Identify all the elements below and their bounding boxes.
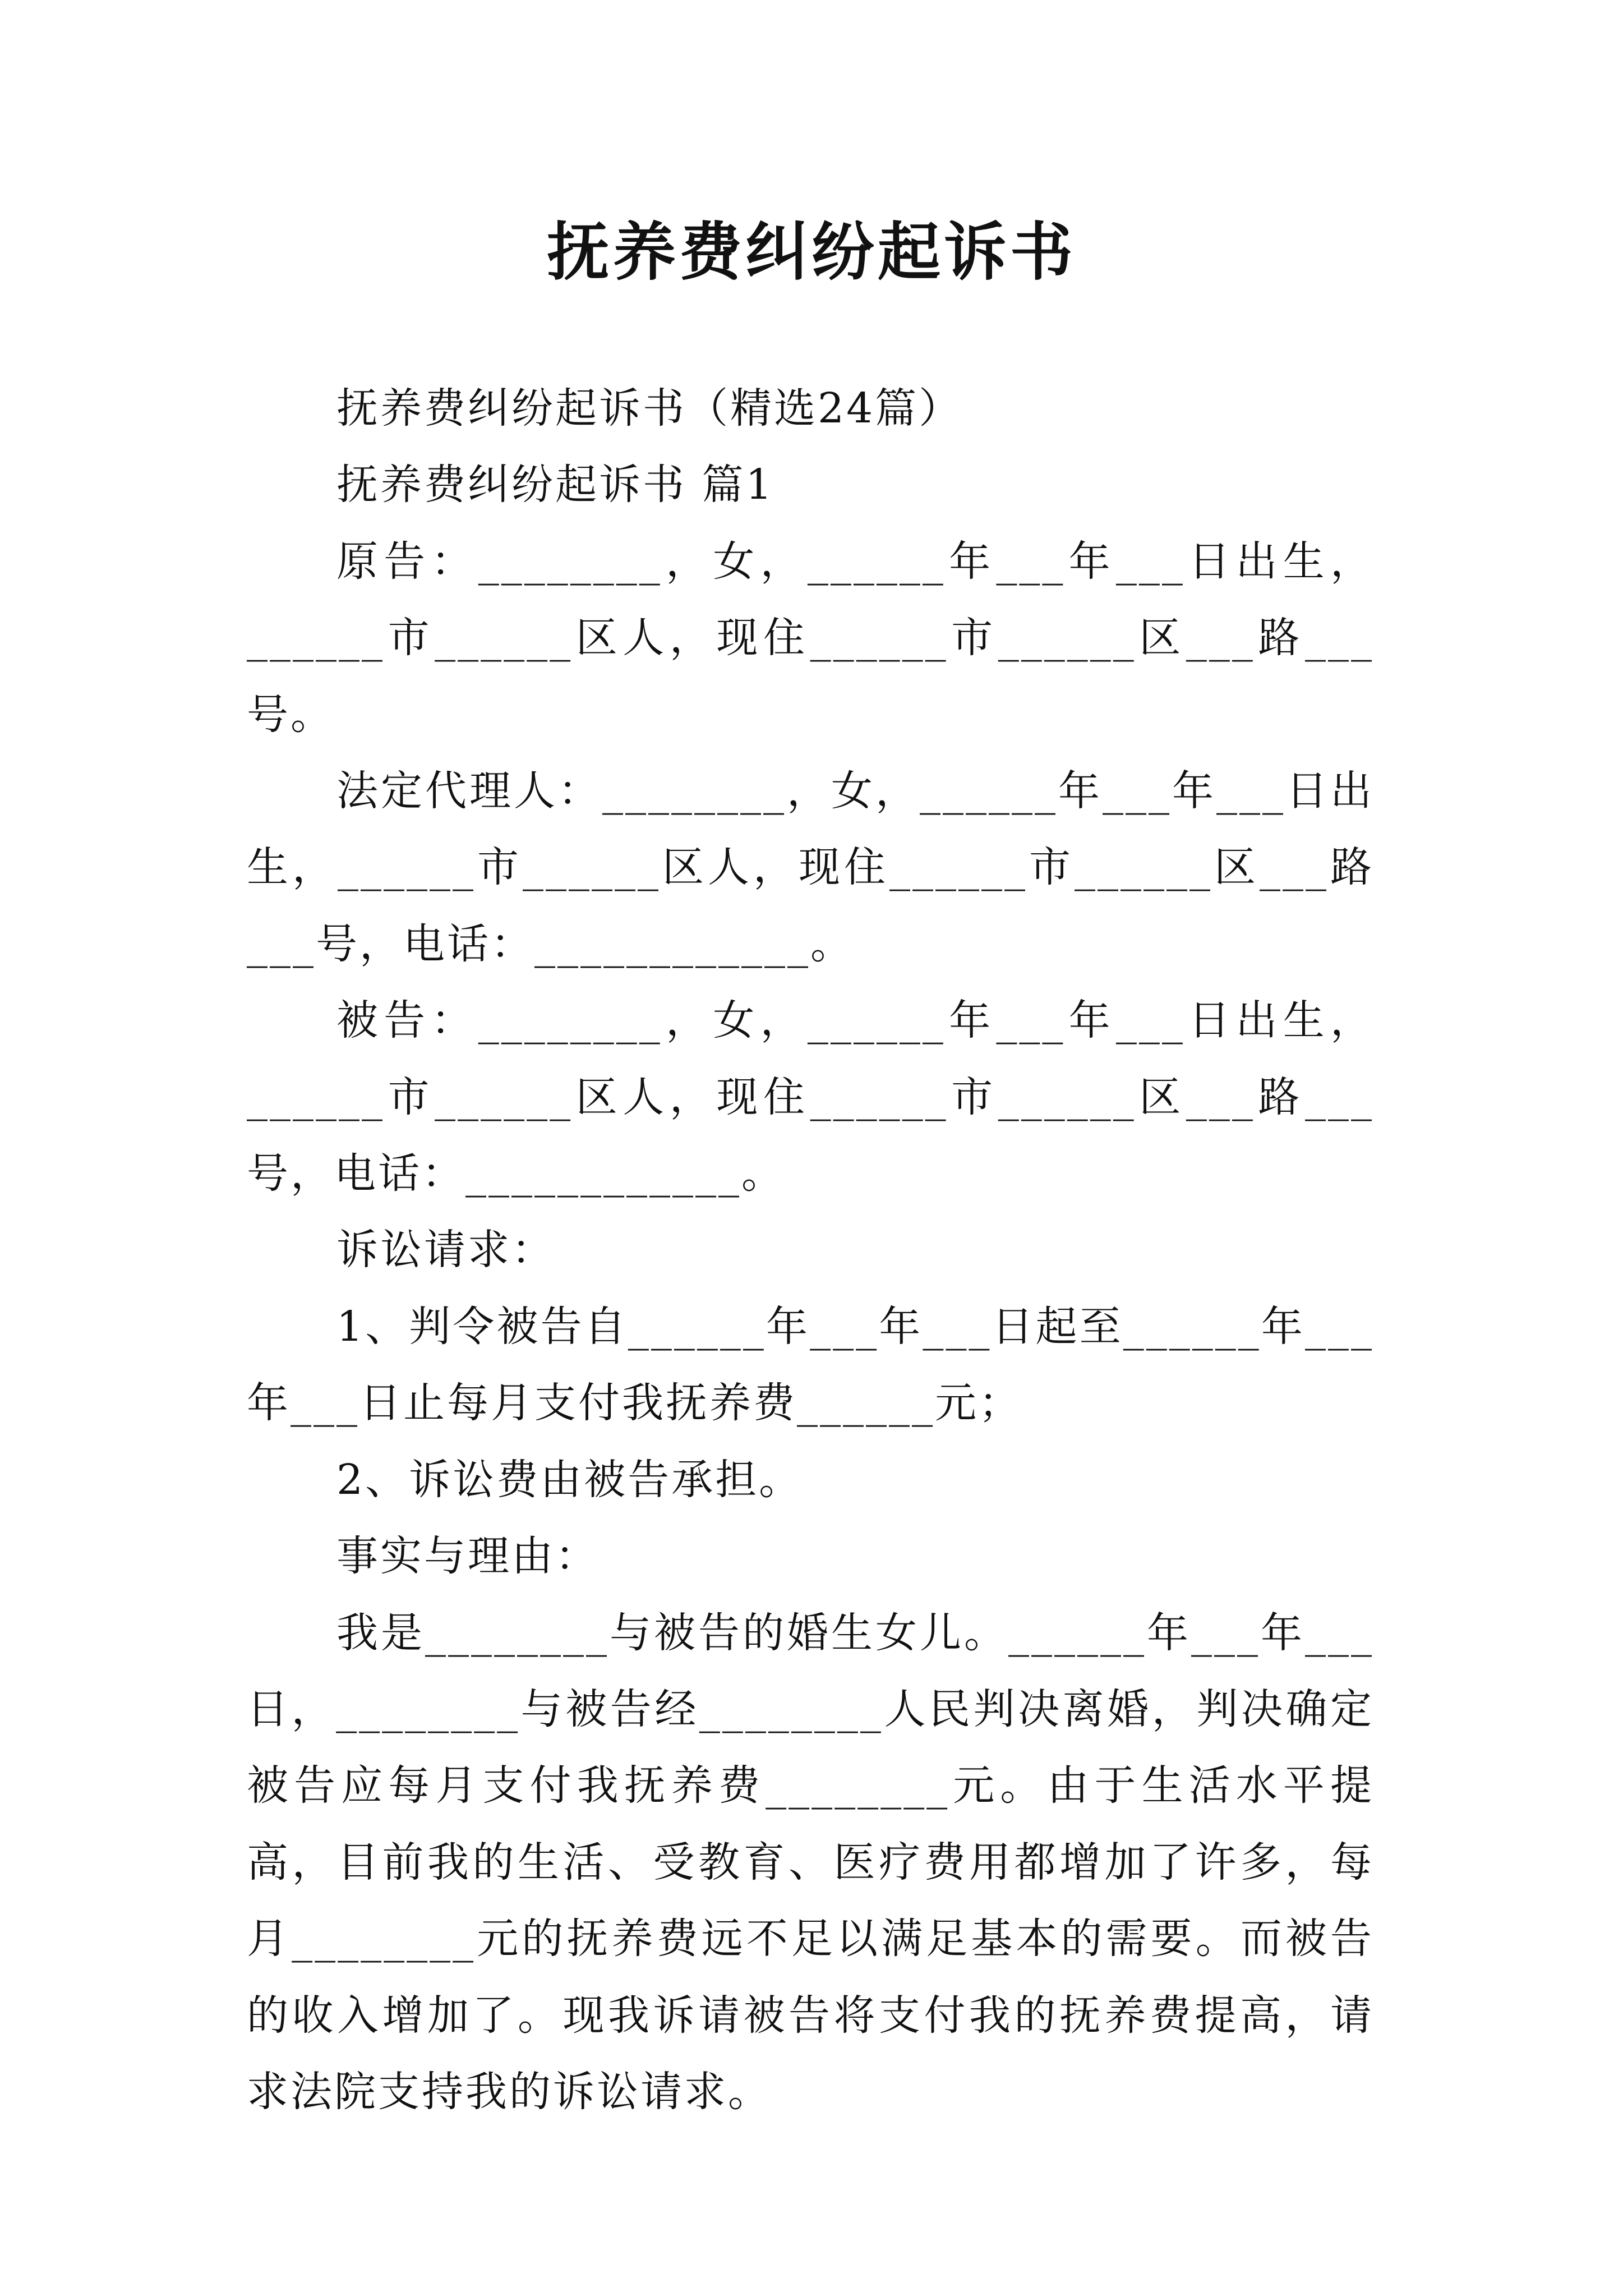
facts-heading: 事实与理由：: [336, 1532, 599, 1581]
claims-heading: 诉讼请求：: [336, 1226, 555, 1274]
document-title: 抚养费纠纷起诉书: [547, 215, 1076, 289]
claim-item-1: 1、判令被告自______年___年___日起至______年___年___日止每月支付我抚养费______元；: [247, 1302, 1374, 1428]
defendant-paragraph: 被告：________，女，______年___年___日出生，______市______区人，现住______市______区___路___号，电话：____________。: [247, 996, 1374, 1198]
plaintiff-paragraph: 原告：________，女，______年___年___日出生，______市______区人，现住______市______区___路___号。: [247, 537, 1374, 739]
claim-item-2: 2、诉讼费由被告承担。: [336, 1455, 803, 1504]
collection-heading: 抚养费纠纷起诉书（精选24篇）: [336, 384, 963, 432]
legal-representative-paragraph: 法定代理人：________，女，______年___年___日出生，______市______区人，现住______市______区___路___号，电话：____________。: [247, 767, 1374, 968]
document-body: [247, 370, 1374, 2130]
facts-paragraph: 我是________与被告的婚生女儿。______年___年___日，________与被告经________人民判决离婚，判决确定被告应每月支付我抚养费________元。由于生活水平提高，目前我的生活、受教育、医疗费用都增加了许多，每月________元的抚养费远不足以满足基本的需要。而被告的收入增加了。现我诉请被告将支付我的抚养费提高，请求法院支持我的诉讼请求。: [247, 1608, 1374, 2116]
section-heading: 抚养费纠纷起诉书 篇1: [336, 461, 774, 509]
